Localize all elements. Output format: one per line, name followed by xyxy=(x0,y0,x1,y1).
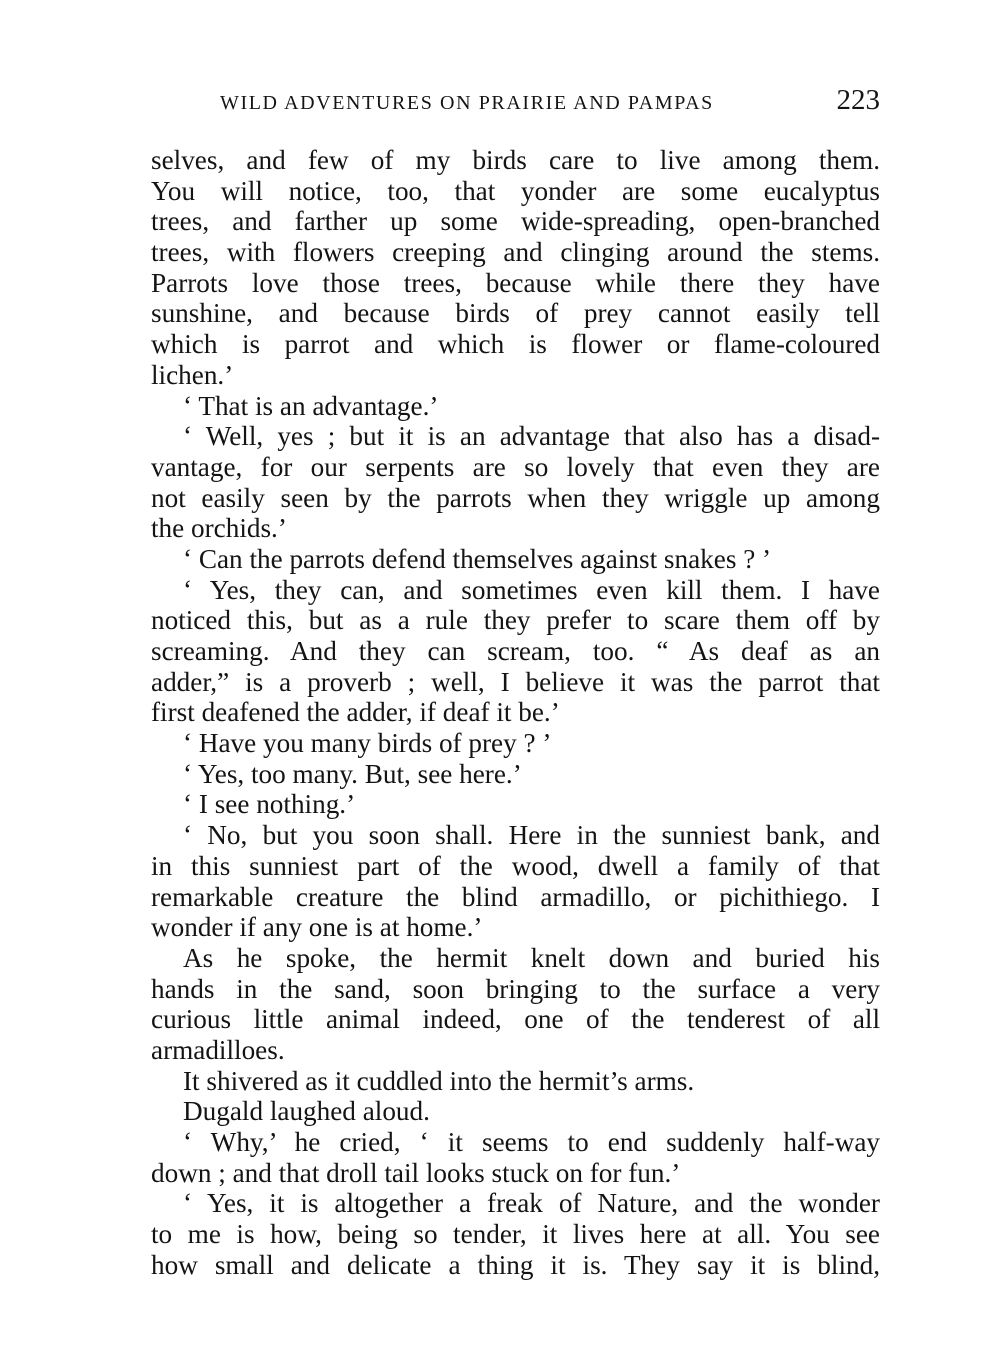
text-line: screaming. And they can scream, too. “ As deaf as an xyxy=(151,636,880,666)
text-line: Dugald laughed aloud. xyxy=(183,1096,430,1127)
text-line: to me is how, being so tender, it lives here at all. You see xyxy=(151,1219,880,1250)
text-line: ‘ Yes, too many. But, see here.’ xyxy=(183,758,522,789)
text-line: in this sunniest part of the wood, dwell a family of that xyxy=(151,850,880,881)
text-line: curious little animal indeed, one of the tenderest of all xyxy=(151,1004,880,1035)
text-line: sunshine, and because birds of prey cannot easily tell xyxy=(151,298,880,329)
text-line: vantage, for our serpents are so lovely that even they are xyxy=(151,451,880,482)
text-line: As he spoke, the hermit knelt down and buried his xyxy=(183,942,880,973)
text-line: ‘ I see nothing.’ xyxy=(183,789,356,820)
page-number: 223 xyxy=(836,84,880,116)
text-line: ‘ No, but you soon shall. Here in the sunniest bank, and xyxy=(183,820,880,851)
text-line: ‘ Can the parrots defend themselves against snakes ? ’ xyxy=(183,543,772,574)
text-line: trees, with flowers creeping and clinging around the stems. xyxy=(151,237,880,268)
text-line: ‘ Have you many birds of prey ? ’ xyxy=(183,728,552,759)
text-line: how small and delicate a thing it is. They say it is blind, xyxy=(151,1249,880,1280)
text-line: trees, and farther up some wide-spreading, open-branched xyxy=(151,206,880,237)
text-line: remarkable creature the blind armadillo, or pichithiego. I xyxy=(151,881,880,912)
text-line: ‘ That is an advantage.’ xyxy=(183,390,439,421)
text-line: hands in the sand, soon bringing to the surface a very xyxy=(151,973,880,1004)
running-title: WILD ADVENTURES ON PRAIRIE AND PAMPAS xyxy=(220,92,714,114)
text-line: the orchids.’ xyxy=(151,513,287,544)
text-line: lichen.’ xyxy=(151,359,234,390)
body-text xyxy=(151,145,880,1280)
text-line: adder,” is a proverb ; well, I believe it was the parrot that xyxy=(151,666,880,697)
text-line: It shivered as it cuddled into the hermit’s arms. xyxy=(183,1065,695,1096)
text-line: not easily seen by the parrots when they wriggle up among xyxy=(151,482,880,513)
text-line: You will notice, too, that yonder are some eucalyptus xyxy=(151,175,880,206)
running-head xyxy=(152,84,880,124)
text-line: ‘ Why,’ he cried, ‘ it seems to end suddenly half-way xyxy=(183,1127,880,1157)
text-line: noticed this, but as a rule they prefer to scare them off by xyxy=(151,605,880,636)
text-line: first deafened the adder, if deaf it be.’ xyxy=(151,697,560,728)
text-line: wonder if any one is at home.’ xyxy=(151,912,483,943)
text-line: Parrots love those trees, because while there they have xyxy=(151,267,880,298)
text-line: which is parrot and which is flower or flame-coloured xyxy=(151,329,880,360)
text-line: ‘ Yes, it is altogether a freak of Nature, and the wonder xyxy=(183,1188,880,1219)
text-line: down ; and that droll tail looks stuck on for fun.’ xyxy=(151,1157,681,1188)
text-line: ‘ Well, yes ; but it is an advantage that also has a disad- xyxy=(183,421,880,452)
text-line: armadilloes. xyxy=(151,1034,285,1065)
text-line: selves, and few of my birds care to live among them. xyxy=(151,145,880,175)
text-line: ‘ Yes, they can, and sometimes even kill them. I have xyxy=(183,574,880,605)
